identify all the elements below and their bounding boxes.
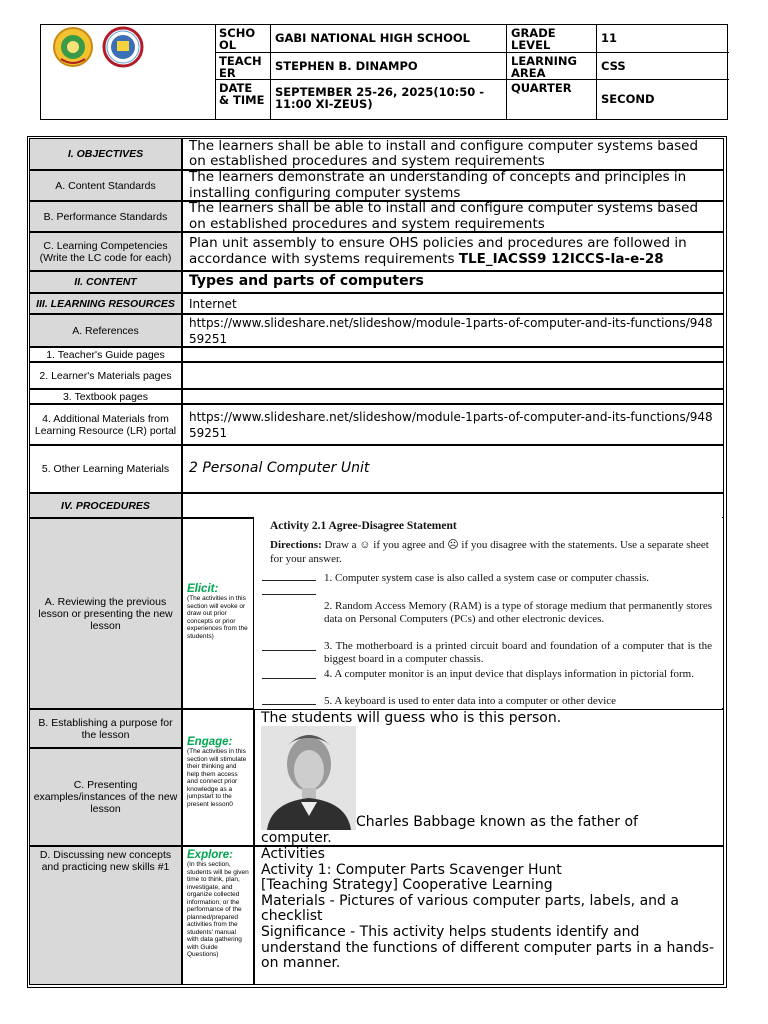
engage-note: (The activities in this section will stimulate their thinking and help them access and connect prior knowledge as a jumpstart to the present lesson0: [187, 748, 247, 808]
school-seal-icon: [104, 28, 142, 66]
explore-line: Activities: [261, 846, 325, 862]
learning-competencies-value: [182, 232, 724, 271]
references-value: https://www.slideshare.net/slideshow/module-1parts-of-computer-and-its-functions/94859251: [182, 314, 724, 347]
grade-label: GRADE LEVEL: [507, 25, 597, 53]
explore-note: (In this section, students will be given time to think, plan, investigate, and organize collected information; or the performance of the planned/prepared activities from the students' manual with data gathering with Guide Questions): [187, 861, 249, 958]
activity-item: 4. A computer monitor is an input device that displays information in pictorial form.: [324, 668, 694, 680]
explore-line: [Teaching Strategy] Cooperative Learning: [261, 877, 553, 894]
engage-title: Engage:: [187, 736, 233, 748]
babbage-caption-end: computer.: [261, 830, 332, 846]
other-materials-value: 2 Personal Computer Unit: [182, 445, 724, 493]
babbage-caption: Charles Babbage known as the father of: [356, 814, 638, 830]
explore-line: Materials - Pictures of various computer parts, labels, and a checklist: [261, 892, 679, 925]
directions-label: Directions:: [270, 539, 322, 551]
objectives-value: The learners shall be able to install and configure computer systems based on established procedures and system requirements: [182, 138, 724, 170]
procedures-value: [182, 493, 724, 518]
explore-line: Activity 1: Computer Parts Scavenger Hunt: [261, 861, 562, 878]
engage-cell: [182, 709, 254, 846]
answer-line: [262, 594, 316, 595]
learning-resources-value: Internet: [182, 293, 724, 314]
procedure-b-label: B. Establishing a purpose for the lesson: [29, 709, 182, 748]
performance-standards-value: The learners shall be able to install and configure computer systems based on established procedures and system requirements: [182, 201, 724, 232]
engage-content: [254, 709, 724, 846]
content-standards-value: The learners demonstrate an understanding of concepts and principles in installing configuring computer systems: [182, 170, 724, 201]
elicit-title: Elicit:: [187, 583, 219, 595]
header-table: [40, 24, 728, 120]
learners-materials-label: 2. Learner's Materials pages: [29, 362, 182, 389]
teacher-value: STEPHEN B. DINAMPO: [271, 53, 507, 80]
lc-code: TLE_IACSS9 12ICCS-Ia-e-28: [458, 250, 664, 267]
references-label: A. References: [29, 314, 182, 347]
explore-line: Significance - This activity helps students identify and understand the functions of different computer parts in a hands-on manner.: [261, 923, 715, 972]
division-seal-icon: [54, 28, 92, 66]
quarter-label: QUARTER: [507, 80, 597, 119]
procedure-d-label: D. Discussing new concepts and practicing new skills #1: [29, 846, 182, 985]
activity-item: 3. The motherboard is a printed circuit board and foundation of a computer that is the biggest board in a computer chassis.: [324, 640, 712, 665]
content-label: II. CONTENT: [29, 271, 182, 293]
logo-seals: [41, 25, 215, 119]
learning-resources-label: III. LEARNING RESOURCES: [29, 293, 182, 314]
elicit-cell: [182, 518, 254, 709]
objectives-label: I. OBJECTIVES: [29, 138, 182, 170]
textbook-label: 3. Textbook pages: [29, 389, 182, 404]
school-logos: [41, 25, 216, 119]
lc-text: Plan unit assembly to ensure OHS policies and procedures are followed in accordance with systems requirements: [189, 235, 687, 267]
activity-item: 2. Random Access Memory (RAM) is a type of storage medium that permanently stores data on Personal Computers (PCs) and other electronic devices.: [324, 600, 712, 625]
teacher-label: TEACH ER: [215, 53, 271, 80]
performance-standards-label: B. Performance Standards: [29, 201, 182, 232]
learning-area-value: CSS: [597, 53, 729, 80]
explore-content: [254, 846, 724, 985]
elicit-note: (The activities in this section will evoke or draw out prior concepts or prior experiences from the students): [187, 595, 248, 640]
procedure-a-label: A. Reviewing the previous lesson or presenting the new lesson: [29, 518, 182, 709]
activity-item: 5. A keyboard is used to enter data into a computer or other device: [324, 695, 617, 707]
babbage-row: [261, 726, 717, 830]
school-label: SCHO OL: [215, 25, 271, 53]
additional-materials-label: 4. Additional Materials from Learning Resource (LR) portal: [29, 404, 182, 445]
additional-materials-value: https://www.slideshare.net/slideshow/module-1parts-of-computer-and-its-functions/94859251: [182, 404, 724, 445]
textbook-value: [182, 389, 724, 404]
other-materials-label: 5. Other Learning Materials: [29, 445, 182, 493]
learners-materials-value: [182, 362, 724, 389]
school-value: GABI NATIONAL HIGH SCHOOL: [271, 25, 507, 53]
activity-image: [254, 516, 722, 710]
quarter-value: SECOND: [601, 92, 655, 106]
directions-text: Draw a ☺ if you agree and ☹ if you disagree with the statements. Use a separate sheet for your answer.: [270, 539, 709, 565]
learning-area-label: LEARNING AREA: [507, 53, 597, 80]
activity-directions: [270, 538, 710, 566]
charles-babbage-portrait-icon: [261, 726, 356, 830]
learning-competencies-label: C. Learning Competencies (Write the LC code for each): [29, 232, 182, 271]
explore-cell: [182, 846, 254, 985]
grade-value: 11: [597, 25, 729, 53]
procedures-label: IV. PROCEDURES: [29, 493, 182, 518]
teachers-guide-value: [182, 347, 724, 362]
activity-title: Activity 2.1 Agree-Disagree Statement: [270, 520, 457, 532]
teachers-guide-label: 1. Teacher's Guide pages: [29, 347, 182, 362]
content-value: Types and parts of computers: [182, 271, 724, 293]
date-value: SEPTEMBER 25-26, 2025(10:50 - 11:00 XI-ZEUS): [271, 80, 507, 119]
activity-item: 1. Computer system case is also called a system case or computer chassis.: [324, 572, 650, 584]
explore-title: Explore:: [187, 849, 234, 861]
procedure-c-label: C. Presenting examples/instances of the new lesson: [29, 748, 182, 846]
date-label: DATE & TIME: [215, 80, 271, 119]
guess-text: The students will guess who is this person.: [261, 710, 562, 726]
content-standards-label: A. Content Standards: [29, 170, 182, 201]
